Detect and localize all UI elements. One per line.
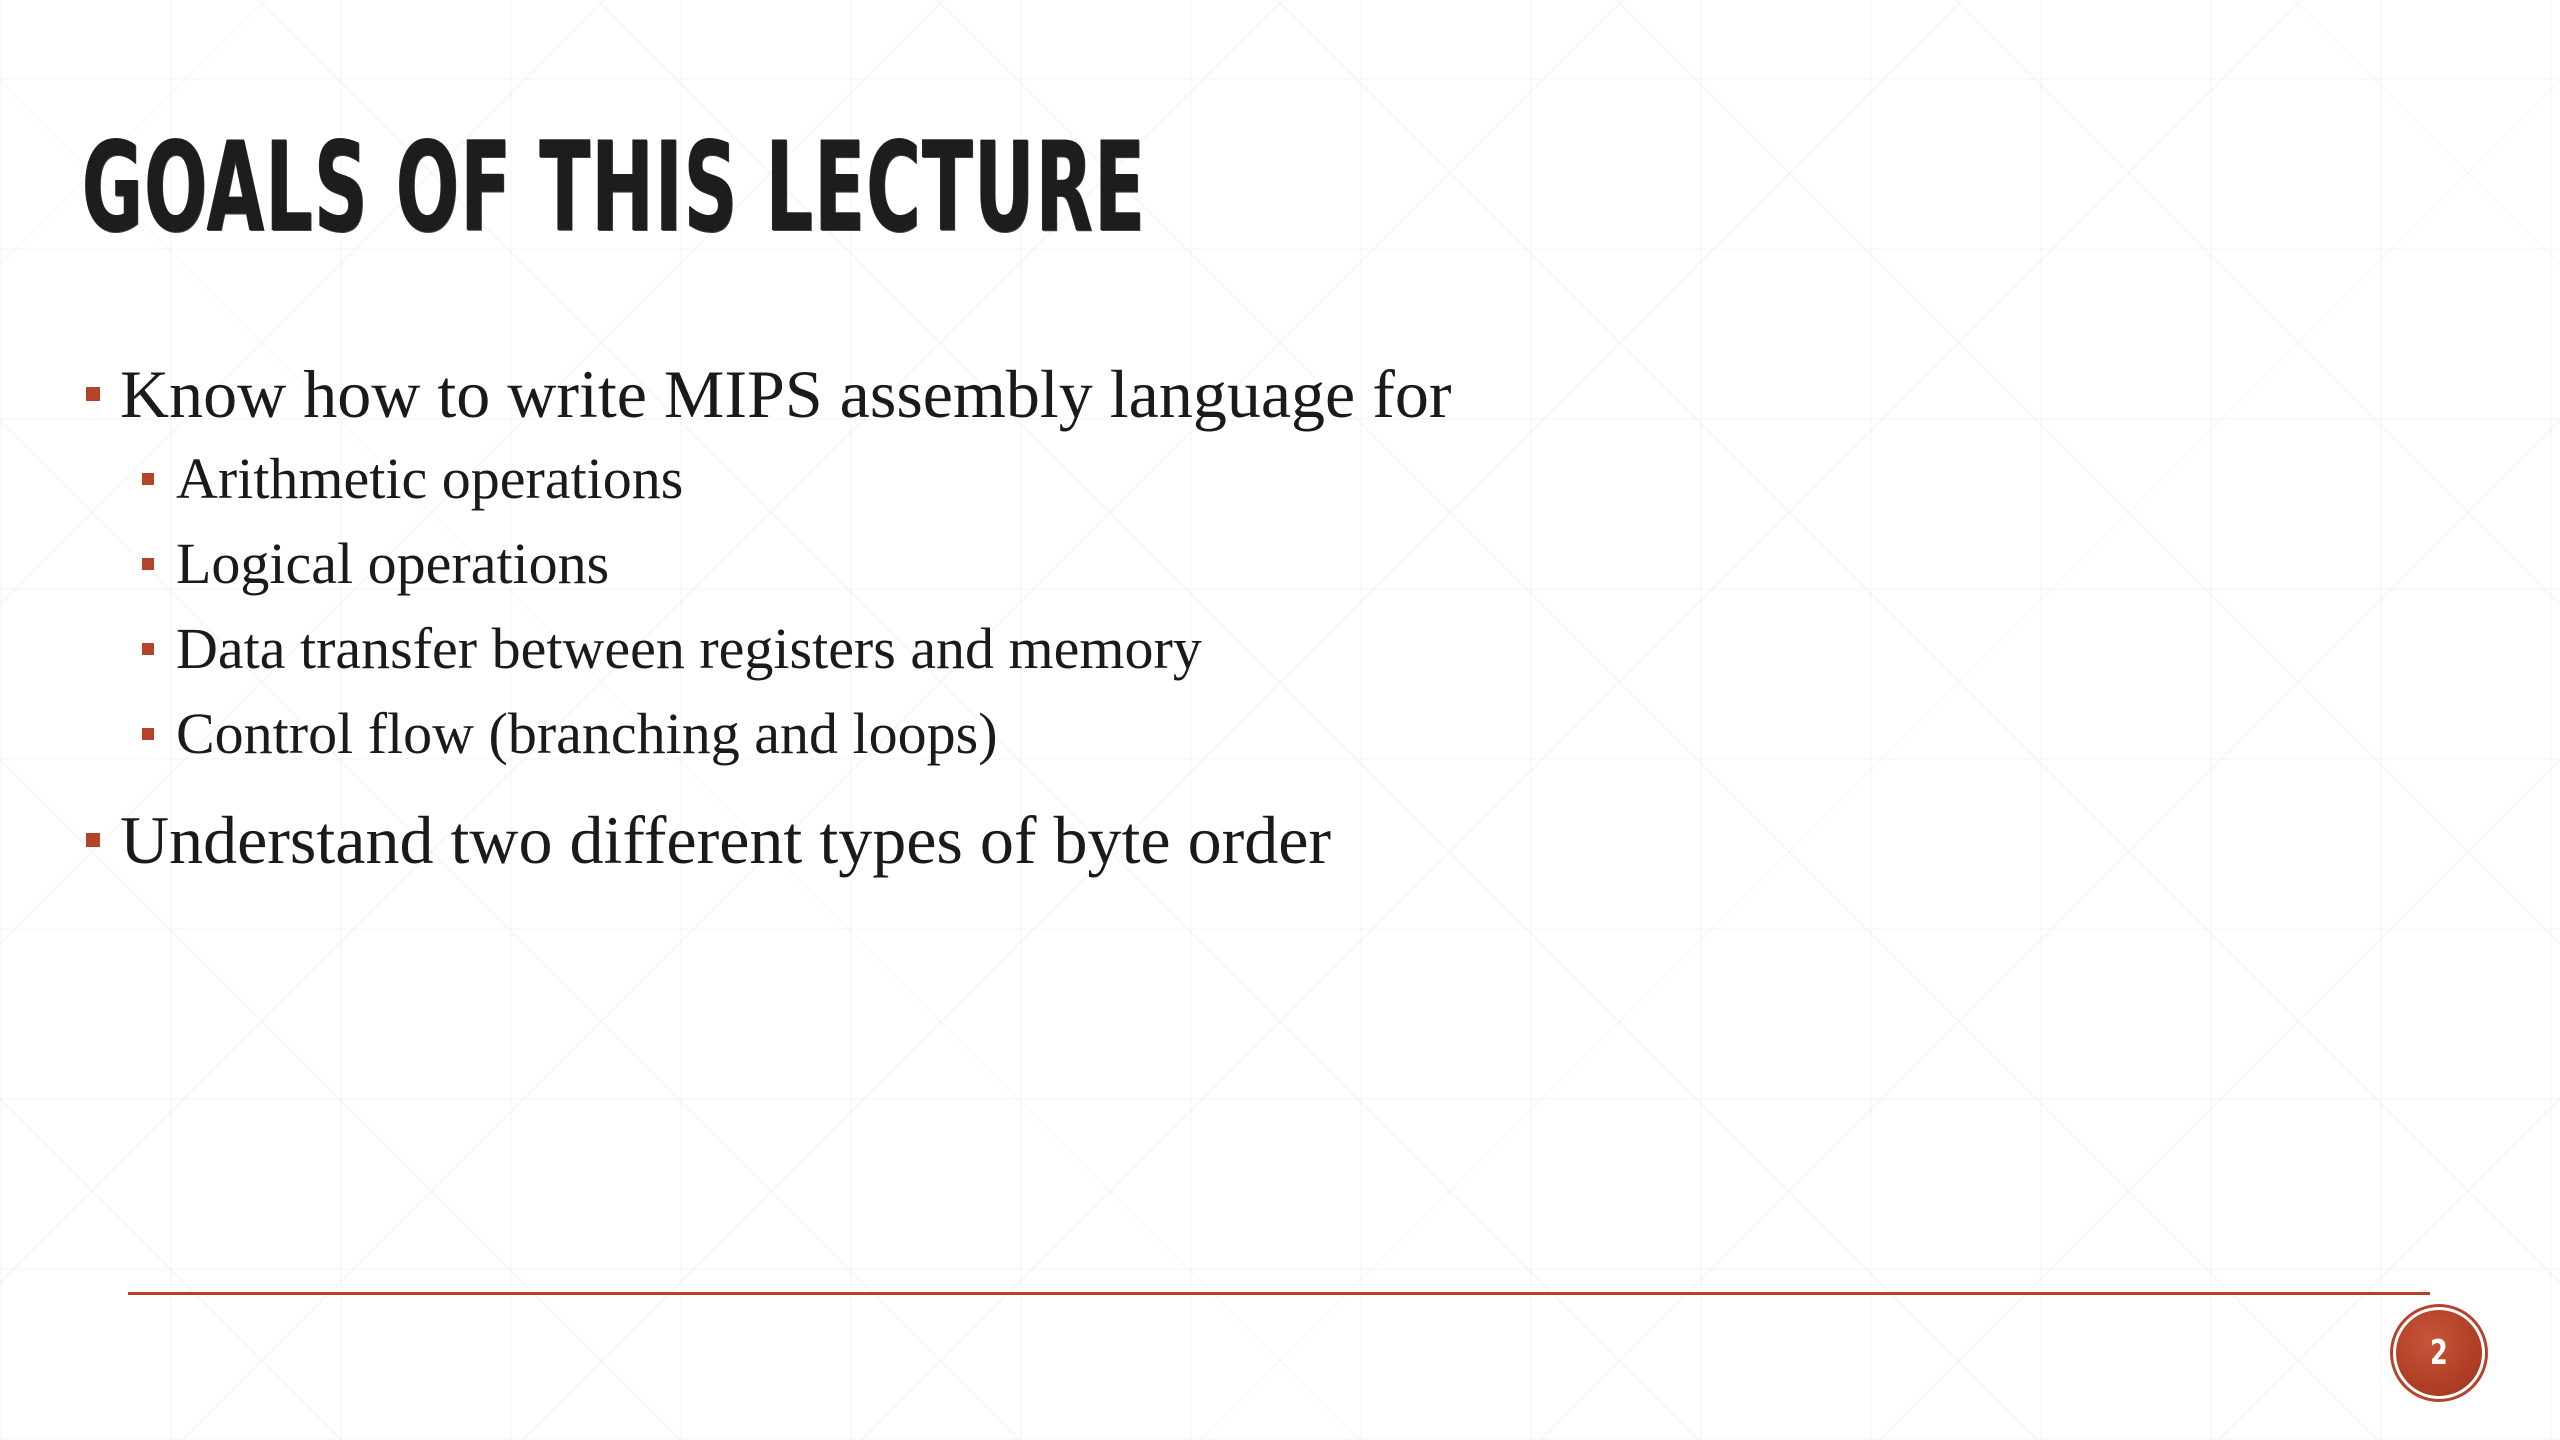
sub-bullet-text: Logical operations [176, 531, 610, 596]
sub-bullet-text: Data transfer between registers and memory [176, 616, 1202, 681]
square-bullet-icon [86, 387, 100, 401]
sub-bullet-item [86, 521, 2386, 606]
sub-bullet-item [86, 436, 2386, 521]
footer-divider [128, 1292, 2430, 1295]
spacer [86, 776, 2386, 798]
sub-bullet-item [86, 606, 2386, 691]
bullet-text: Understand two different types of byte order [120, 802, 1332, 878]
square-bullet-icon [142, 473, 154, 485]
sub-bullet-text: Arithmetic operations [176, 446, 684, 511]
square-bullet-icon [142, 643, 154, 655]
square-bullet-icon [86, 833, 100, 847]
square-bullet-icon [142, 728, 154, 740]
bullet-item [86, 798, 2386, 882]
page-number-badge [2396, 1310, 2482, 1396]
bullet-list [86, 352, 2386, 882]
sub-bullet-item [86, 691, 2386, 776]
bullet-text: Know how to write MIPS assembly language for [120, 356, 1452, 432]
page-number: 2 [2430, 1333, 2448, 1373]
sub-bullet-text: Control flow (branching and loops) [176, 701, 998, 766]
square-bullet-icon [142, 558, 154, 570]
bullet-item [86, 352, 2386, 436]
slide-title: GOALS OF THIS LECTURE [82, 116, 1147, 260]
